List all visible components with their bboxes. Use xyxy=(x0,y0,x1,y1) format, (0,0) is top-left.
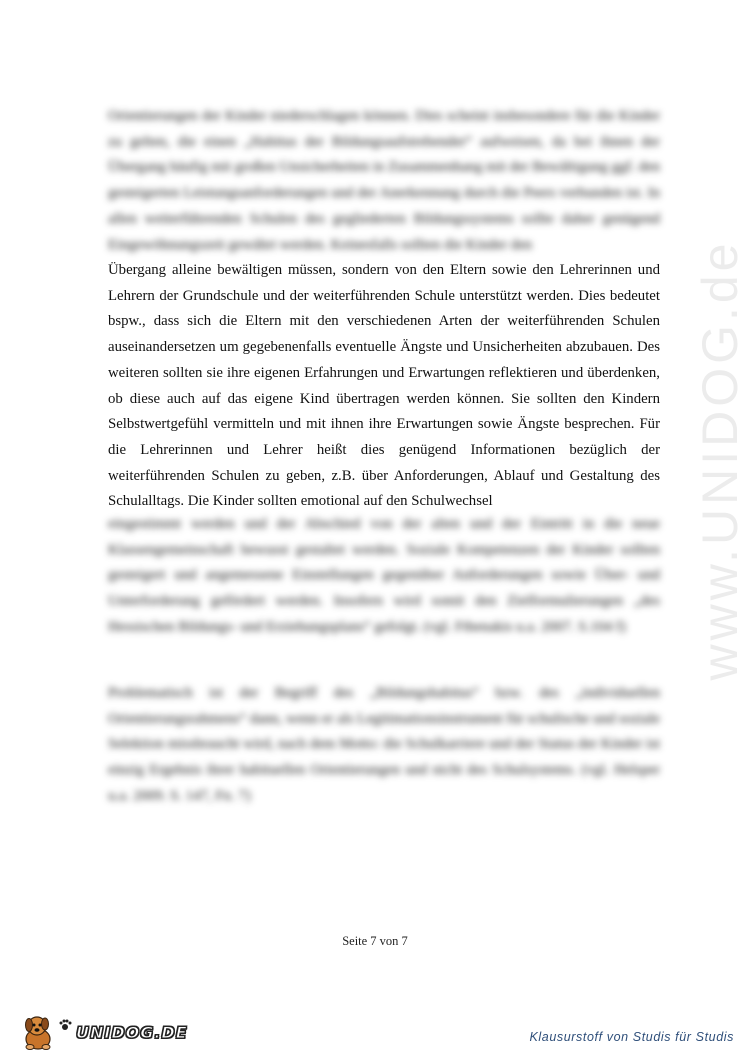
unidog-logo[interactable] xyxy=(20,1012,220,1052)
page-number: Seite 7 von 7 xyxy=(342,934,408,948)
footer-tagline: Klausurstoff von Studis für Studis xyxy=(529,1030,734,1044)
dog-mascot-icon xyxy=(20,1013,56,1051)
paragraph-blurred-bottom: Problematisch ist der Begriff des „Bildungshabitus“ bzw. des „individuellen Orientierungsrahmens“ dann, wenn er als Legitimationsinstrument für schulische und soziale Selektion missbraucht wird, nach dem Motto: die Schulkarriere und der Status der Kinder ist einzig Ergebnis ihrer habituellen Orientierungen und nicht des Schulsystems. (vgl. Helsper u.a. 2009. S. 147, Fn. 7) xyxy=(108,685,660,804)
watermark-text: www.UNIDOG.de xyxy=(692,239,748,681)
paragraph-visible: Übergang alleine bewältigen müssen, sondern von den Eltern sowie den Lehrerinnen und Lehrern der Grundschule und der weiterführenden Schule unterstützt werden. Dies bedeutet bspw., dass sich die Eltern mit den verschiedenen Arten der weiterführenden Schulen auseinandersetzen um gegebenenfalls eventuelle Ängste und Unsicherheiten abzubauen. Des weiteren sollten sie ihre eigenen Erfahrungen und Erwartungen reflektieren und überdenken, ob diese auch auf das eigene Kind übertragen werden können. Sie sollten den Kindern Selbstwertgefühl vermitteln und mit ihnen ihre Erwartungen sowie Ängste besprechen. Für die Lehrerinnen und Lehrer heißt dies genügend Informationen bezüglich der weiterführenden Schulen zu geben, z.B. über Anforderungen, Ablauf und Gestaltung des Schulalltags. Die Kinder sollten emotional auf den Schulwechsel xyxy=(108,262,660,510)
paw-icon xyxy=(58,1018,72,1032)
paragraph-blurred-top: Orientierungen der Kinder niederschlagen können. Dies scheint insbesondere für die Kinder zu gelten, die einen „Habitus der Bildungsaufstrebender“ aufweisen, da bei ihnen der Übergang häufig mit großen Unsicherheiten in Zusammenhang mit der Bewältigung ggf. den gesteigerten Leistungsanforderungen und der Anerkennung durch die Peers verbunden ist. In allen weiterführenden Schulen des gegliederten Bildungssystems sollte daher genügend Eingewöhnungszeit gewährt werden. Keinesfalls sollten die Kinder den xyxy=(108,108,661,253)
watermark xyxy=(690,150,750,770)
paragraph-blurred-middle: eingestimmt werden und der Abschied von der alten und der Eintritt in die neue Klassengemeinschaft bewusst gestaltet werden. Soziale Kompetenzen der Kinder sollten gesteigert und angemessene Einstellungen gegenüber Anforderungen sowie Über- und Unterforderung gefördert werden. Insofern wird somit den Zielformulierungen „des Hessischen Bildungs- und Erziehungsplans“ gefolgt. (vgl. Fthenakis u.a. 2007. S.104 f) xyxy=(108,516,660,635)
logo-text: UNIDOG.DE xyxy=(76,1022,188,1042)
